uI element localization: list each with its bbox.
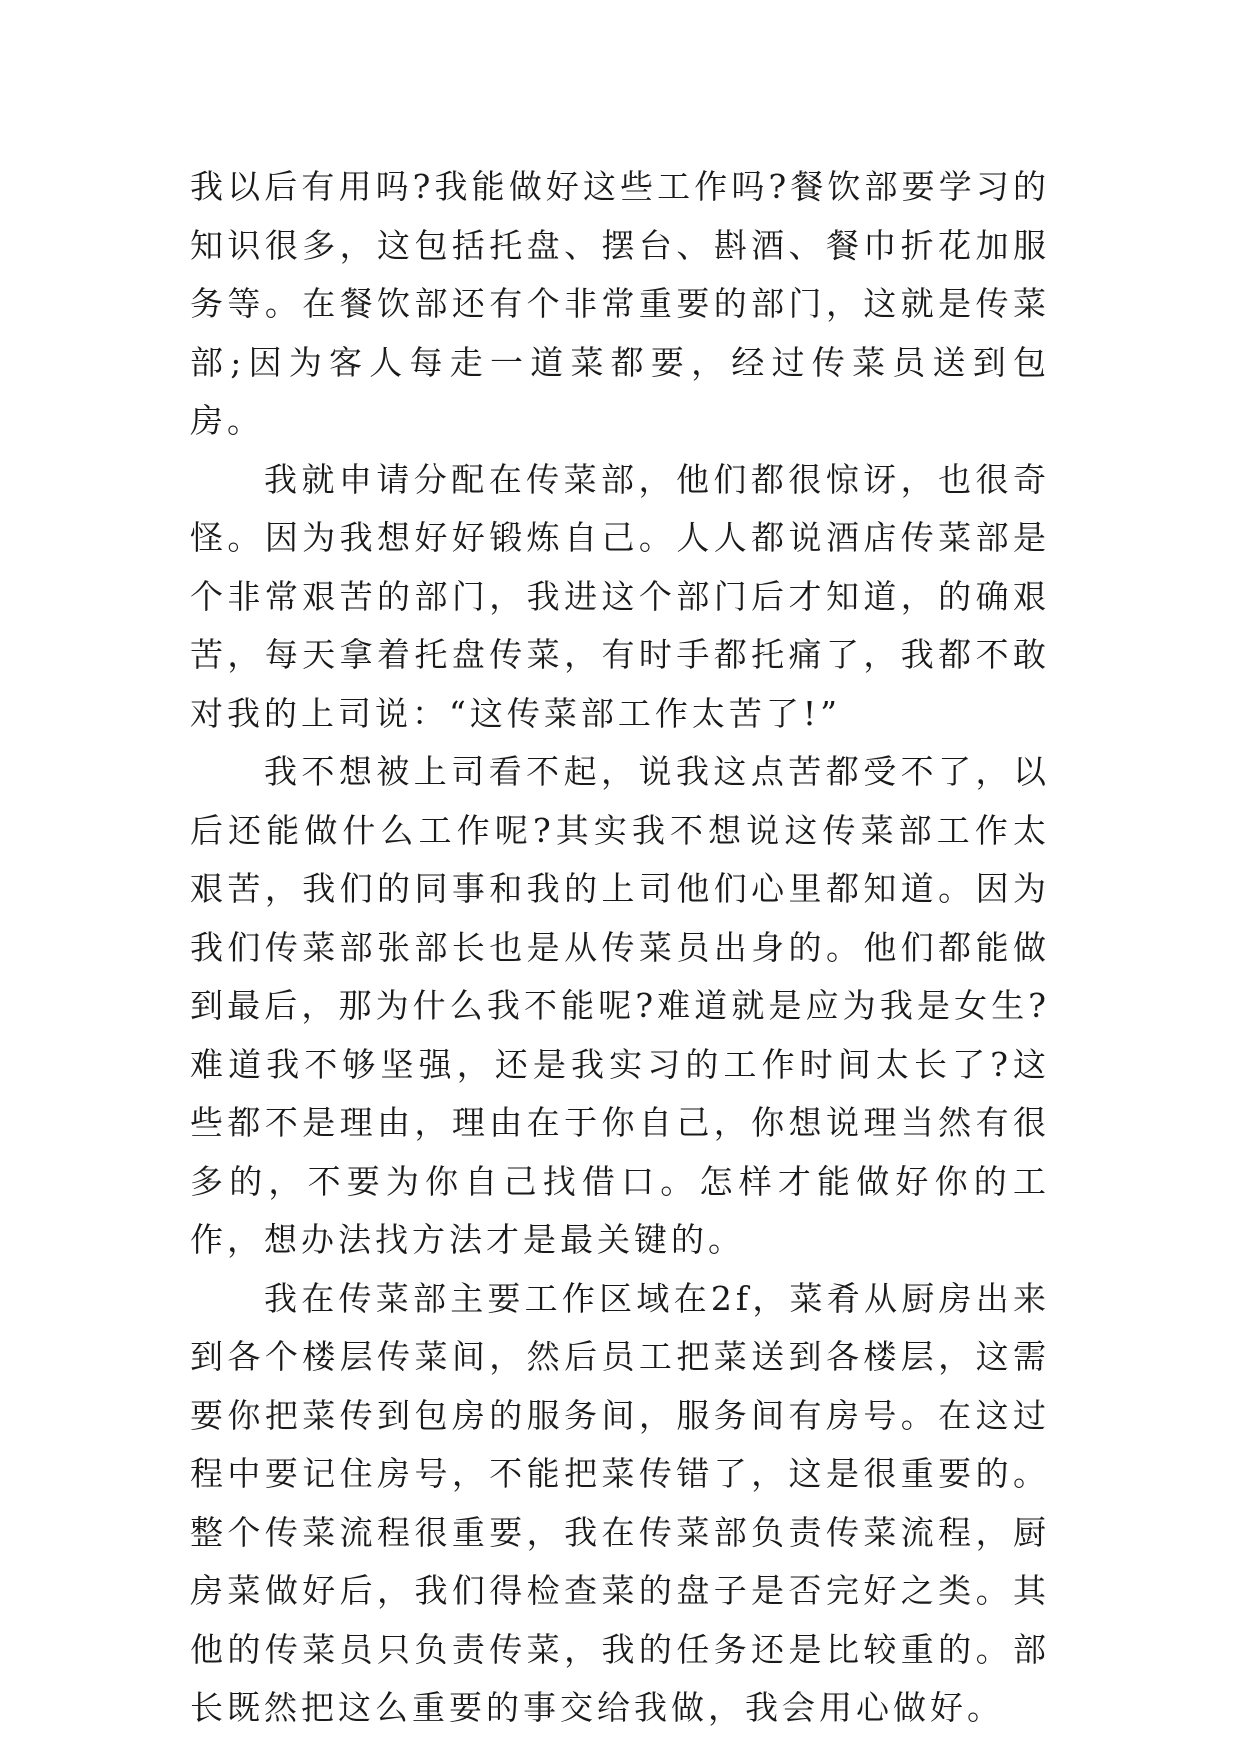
paragraph-2: 我就申请分配在传菜部，他们都很惊讶，也很奇怪。因为我想好好锻炼自己。人人都说酒店传菜部是个非常艰苦的部门，我进这个部门后才知道，的确艰苦，每天拿着托盘传菜，有时手都托痛了，我都不敢对我的上司说：“这传菜部工作太苦了!” bbox=[190, 459, 1050, 733]
paragraph-1: 我以后有用吗?我能做好这些工作吗?餐饮部要学习的知识很多，这包括托盘、摆台、斟酒、餐巾折花加服务等。在餐饮部还有个非常重要的部门，这就是传菜部;因为客人每走一道菜都要，经过传菜员送到包房。 bbox=[190, 167, 1050, 440]
paragraph-4: 我在传菜部主要工作区域在2f，菜肴从厨房出来到各个楼层传菜间，然后员工把菜送到各楼层，这需要你把菜传到包房的服务间，服务间有房号。在这过程中要记住房号，不能把菜传错了，这是很重要的。整个传菜流程很重要，我在传菜部负责传菜流程，厨房菜做好后，我们得检查菜的盘子是否完好之类。其他的传菜员只负责传菜，我的任务还是比较重的。部长既然把这么重要的事交给我做，我会用心做好。 bbox=[190, 1278, 1050, 1727]
paragraph-3: 我不想被上司看不起，说我这点苦都受不了，以后还能做什么工作呢?其实我不想说这传菜部工作太艰苦，我们的同事和我的上司他们心里都知道。因为我们传菜部张部长也是从传菜员出身的。他们都能做到最后，那为什么我不能呢?难道就是应为我是女生?难道我不够坚强，还是我实习的工作时间太长了?这些都不是理由，理由在于你自己，你想说理当然有很多的，不要为你自己找借口。怎样才能做好你的工作，想办法找方法才是最关键的。 bbox=[190, 752, 1050, 1259]
body-text bbox=[190, 158, 1050, 1738]
